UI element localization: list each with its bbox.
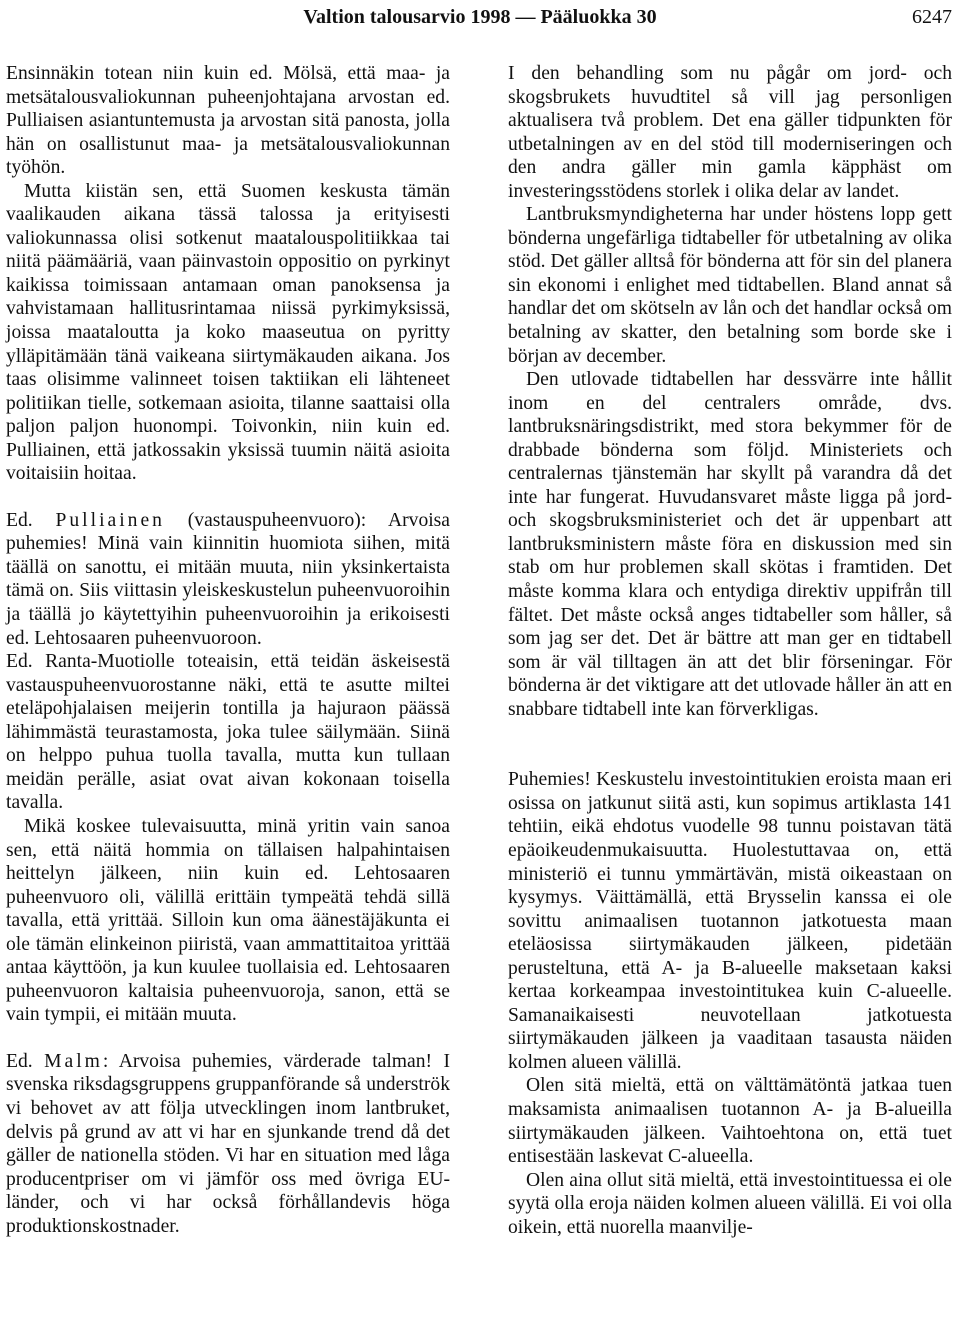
paragraph: [508, 768, 952, 1074]
paragraph: [508, 203, 952, 368]
speaker-name: Pulliainen: [55, 509, 165, 531]
page-header: [0, 4, 960, 34]
paragraph: [508, 368, 952, 721]
page-number: 6247: [912, 6, 952, 28]
paragraph-text: Lantbruksmyndigheterna har under höstens lopp gett bönderna ungefärliga tidtabeller för utbetalning av olika stöd. Det gäller alltså för bönderna att för sin del planera sin ekonomi i enlighet med tidtabellen. Bland annat så handlar det om skötseln av lån och det handlar också om betalning av skatter, den betalning som borde ske i början av december.: [508, 204, 952, 367]
paragraph-text: Ensinnäkin totean niin kuin ed. Mölsä, että maa- ja metsätalousvaliokunnan puheenjohtajana arvostan ed. Pulliaisen asiantuntemusta ja arvostan sitä panosta, jolla hän on osallistunut maa- ja metsätalousvaliokunnan työhön.: [6, 63, 450, 179]
paragraph-text: Mikä koskee tulevaisuutta, minä yritin vain sanoa sen, että näitä hommia on tällaisen halpahintaisen heittelyn jälkeen, niin kuin ed. Lehtosaaren puheenvuoro oli, välillä erittäin tympeätä tehdä sillä tavalla, että yrittää. Silloin kun oma äänestäjäkunta ei ole tämän elinkeinon piiristä, vaan ammattitaitoa yrittää antaa käyttöön, ja kun kuulee tuollaisia ed. Lehtosaaren puheenvuoron kaltaisia puheenvuoroja, sanon, että se vain tympii, ei mitään muuta.: [6, 815, 450, 1026]
paragraph-text: I den behandling som nu pågår om jord- och skogsbrukets huvudtitel så vill jag personligen aktualisera två problem. Det ena gäller tidpunkten för utbetalningen av en del stöd till moderniseringen och den andra gäller min gamla käpphäst om investeringsstödens storlek i olika delar av landet.: [508, 63, 952, 202]
paragraph: [6, 180, 450, 486]
paragraph-text: Olen aina ollut sitä mieltä, että investointituessa ei ole syytä olla eroja näiden kolmen alueen välillä. Ei voi olla oikein, että nuorella maanvilje-: [508, 1169, 952, 1238]
paragraph-text: : Arvoisa puhemies, värderade talman! I svenska riksdagsgruppens gruppanförande så underströk vi behovet av att följa utvecklingen inom lantbruket, delvis på grund av att vi har en sjunkande trend då det gäller de nationella stöden. Vi har en situation med låga producentpriser om vi jämför oss med övriga EU-länder, och vi har också förhållandevis höga produktionskostnader.: [6, 1050, 450, 1237]
paragraph: [508, 1074, 952, 1168]
paragraph: [508, 1169, 952, 1240]
paragraph: [6, 62, 450, 180]
right-column: [508, 62, 952, 1239]
paragraph-text: (vastauspuheenvuoro): Arvoisa puhemies! Minä vain kiinnitin huomiota siihen, mitä täällä on sanottu, ei mitään muuta, niin yksinkertaista tämä on. Siis viittasin yleiskeskustelun puheenvuoroihin ja täällä jo käytettyihin puheenvuoroihin ja erikoisesti ed. Lehtosaaren puheenvuoroon.: [6, 509, 451, 649]
paragraph: [6, 815, 450, 1027]
speaker-prefix: Ed.: [6, 509, 56, 531]
paragraph-text: Puhemies! Keskustelu investointitukien eroista maan eri osissa on jatkunut siitä asti, kun sopimus artiklasta 141 tehtiin, eikä ehdotus vuodelle 98 tunnu poistavan tätä epäoikeudenmukaisuutta. Huolestuttavaa on, että ministeriö ei tunnu ymmärtävän, mistä oikeastaan on kysymys. Väittämällä, että Brysselin kanssa ei ole sovittu animaalisen tuotannon jatkotuesta maan eteläosissa siirtymäkauden jälkeen, pidetään perusteltuna, että A- ja B-alueelle maksetaan kaksi kertaa korkeampaa investointitukea kuin C-alueelle. Samanaikaisesti neuvotellaan jatkotuesta siirtymäkauden jälkeen ja vaaditaan tasausta näiden kolmen alueen välillä.: [508, 769, 952, 1073]
paragraph-text: Ed. Ranta-Muotiolle toteaisin, että teidän äskeisestä vastauspuheenvuorostanne näki, että te asutte miltei eteläpohjalaisen meijerin tontilla ja hajuraon päässä lähimmästä teurastamosta, joka tulee säilymään. Siinä on helppo puhua tuolla tavalla, mutta kun tullaan meidän perälle, asiat ovat aivan kokonaan toisella tavalla.: [6, 651, 450, 814]
paragraph: [6, 650, 450, 815]
speaker-prefix: Ed.: [6, 1050, 45, 1072]
paragraph-text: Olen sitä mieltä, että on välttämätöntä jatkaa tuen maksamista animaalisen tuotannon A- ja B-alueilla siirtymäkauden jälkeen. Vaihtoehtona on, että tuet entisestään laskevat C-alueella.: [508, 1075, 952, 1168]
paragraph: [508, 62, 952, 203]
speaker-name: Malm: [44, 1050, 103, 1072]
paragraph: [6, 509, 450, 650]
paragraph-text: Den utlovade tidtabellen har dessvärre inte hållit inom en del centralers område, dvs. lantbruksnäringsdistrikt, med stora bekymmer för de drabbade bönderna som följd. Ministeriets och centralernas tjänstemän har skyllt på varandra då det inte har fungerat. Huvudansvaret måste ligga på jord- och skogsbruksministeriet och det är uppenbart att lantbruksministern måste föra en diskussion med sin stab om hur problemen skall skötas i framtiden. Det måste komma klara och entydiga direktiv uppifrån till fältet. Det måste också anges tidtabeller som håller, så som jag ser det. Det är bättre att man ger en tidtabell som är väl tilltagen än att det blir förseningar. För bönderna är det viktigare att det utlovade håller än att en snabbare tidtabell inte kan förverkligas.: [508, 369, 952, 720]
paragraph-text: Mutta kiistän sen, että Suomen keskusta tämän vaalikauden aikana tässä talossa ja erityisesti valiokunnassa olisi sotkenut maatalouspolitiikkaa tai niitä päämääriä, vaan päinvastoin oppositio on pyrkinyt kaikissa toimissaan antamaan oman panoksensa ja vahvistamaan hallitusrintamaa niissä pyrkimyksissä, joissa maataloutta ja koko maaseutua on pyritty ylläpitämään tänä vaikeana siirtymäkauden aikana. Jos taas olisimme valinneet toisen taktiikan eli lähteneet politiikan tielle, sotkemaan asioita, tilanne saattaisi olla paljon paljon huonompi. Toivonkin, niin kuin ed. Pulliainen, että jatkossakin yksissä tuumin näitä asioita voitaisiin hoitaa.: [6, 180, 450, 485]
paragraph: [6, 1050, 450, 1238]
left-column: [6, 62, 450, 1238]
running-head: Valtion talousarvio 1998 — Pääluokka 30: [303, 6, 657, 28]
